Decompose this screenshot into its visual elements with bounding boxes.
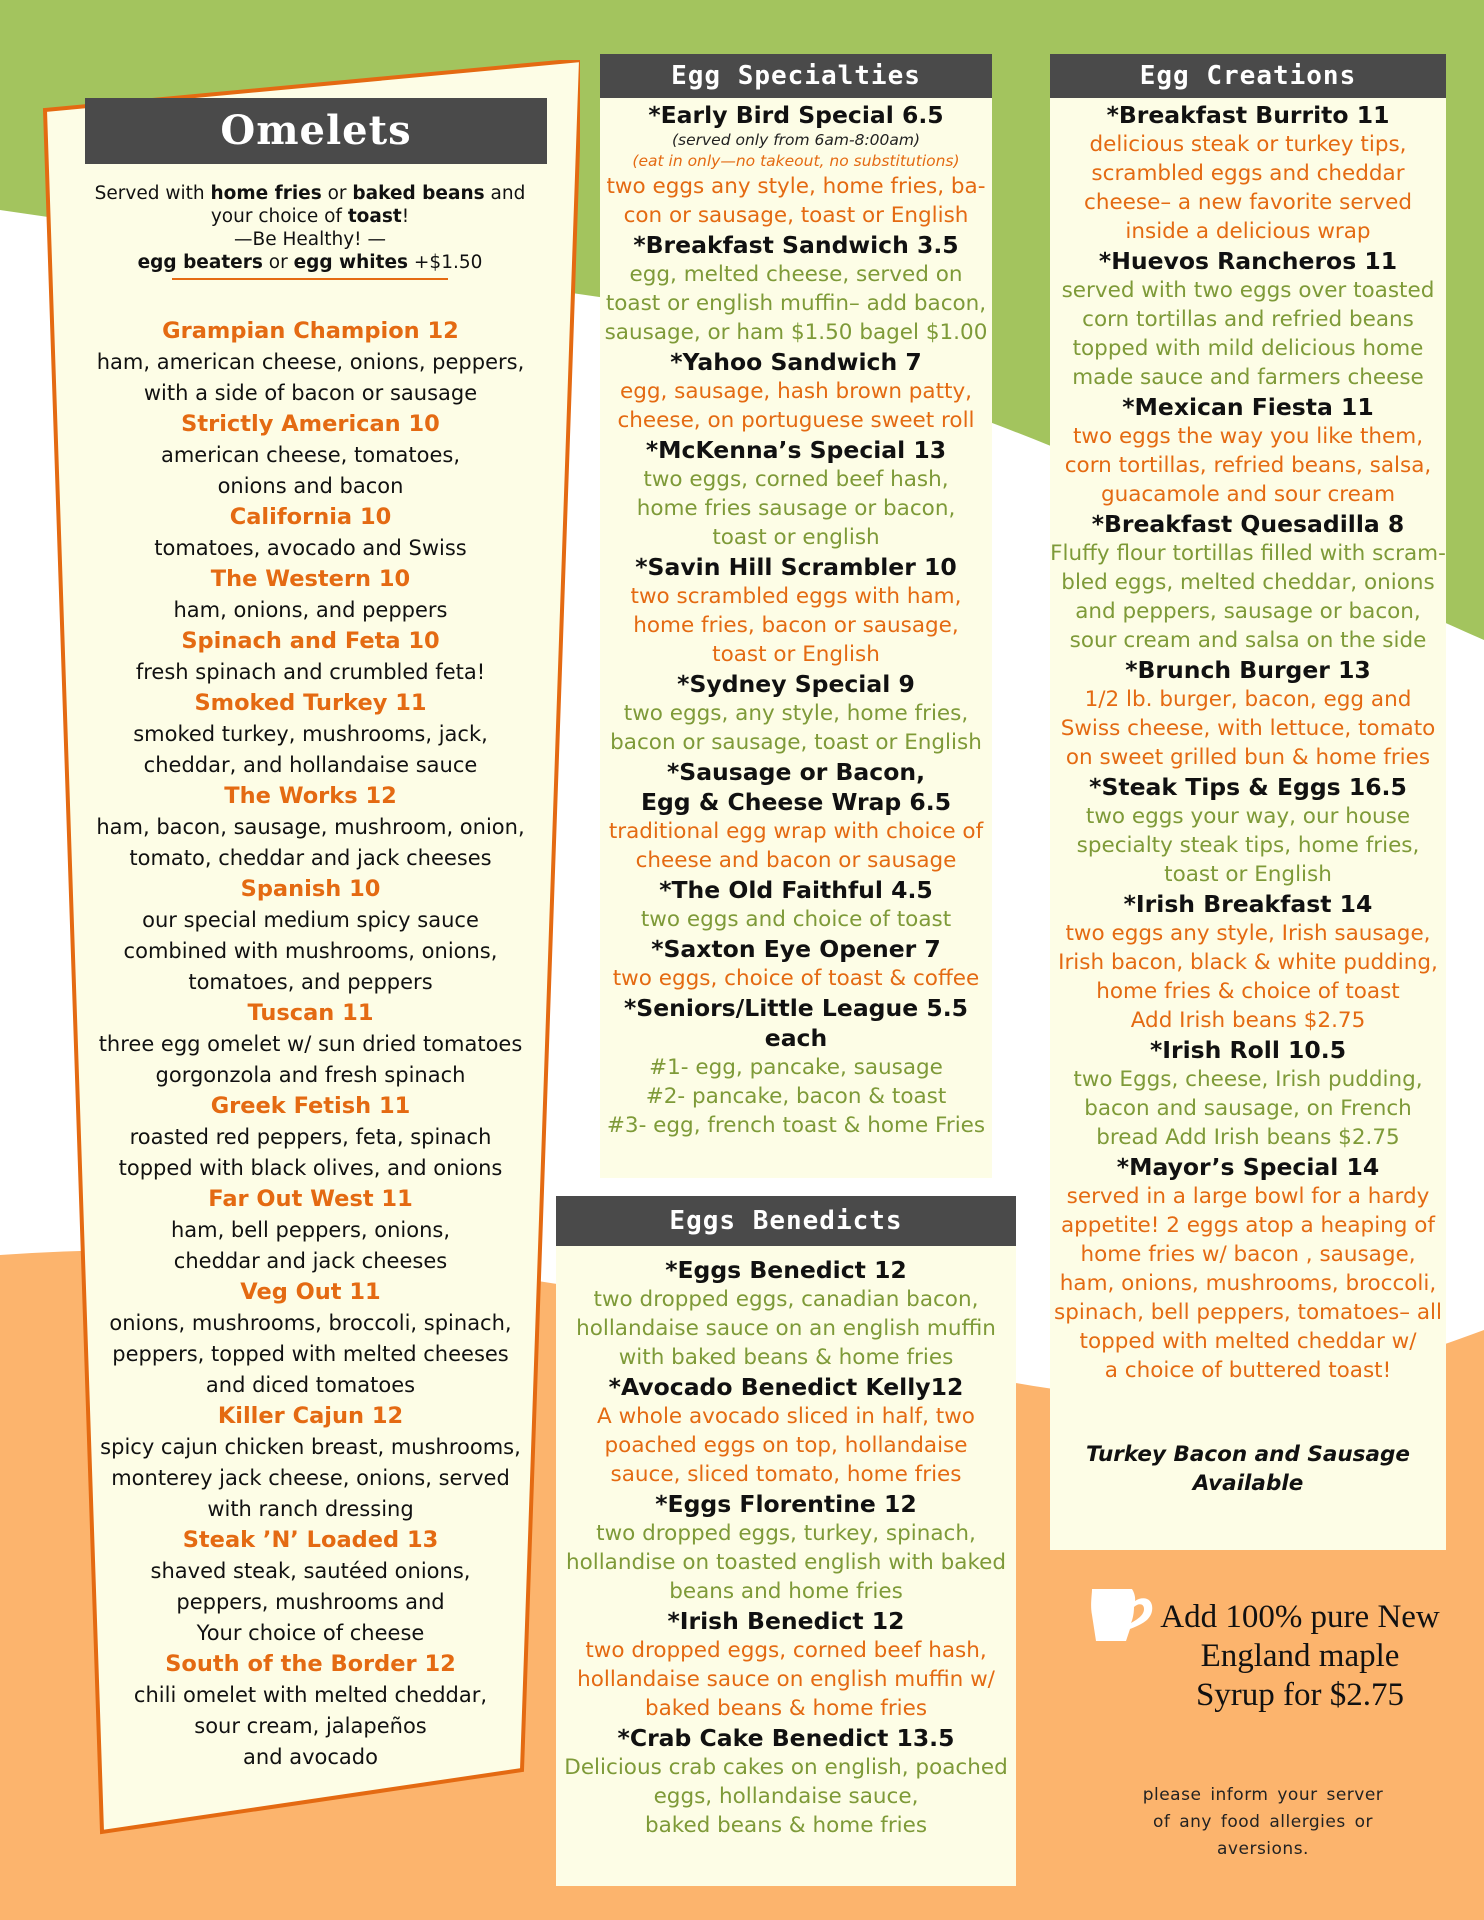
item-description: spicy cajun chicken breast, mushrooms, [100,1435,521,1459]
omelets-list [88,316,533,1773]
item-description: two dropped eggs, canadian bacon, [593,1287,979,1312]
item-title: *Saxton Eye Opener 7 [651,935,941,963]
item-description: two eggs your way, our house [1085,804,1411,829]
menu-item [1050,100,1446,246]
item-title: Killer Cajun 12 [217,1403,404,1429]
item-description: sour cream, jalapeños [194,1714,427,1738]
item-title: *Breakfast Sandwich 3.5 [633,231,959,259]
item-description: corn tortillas, refried beans, salsa, [1064,453,1432,478]
item-description: cheddar, and hollandaise sauce [143,753,478,777]
item-description: hollandise on toasted english with baked [565,1550,1007,1575]
omelets-intro: Served with home fries or baked beans and your choice of toast! —Be Healthy! — egg beaters or egg whites +$1.50 [94,183,526,273]
item-description: scrambled eggs and cheddar [1091,161,1405,186]
item-description: ham, onions, mushrooms, broccoli, [1059,1271,1437,1296]
item-description: fresh spinach and crumbled feta! [135,660,486,684]
item-description: our special medium spicy sauce [142,908,479,932]
item-description: ham, american cheese, onions, peppers, [96,350,525,374]
menu-item [88,409,533,502]
menu-item [88,1649,533,1773]
item-title: *Steak Tips & Eggs 16.5 [1089,773,1407,801]
item-title: *Breakfast Burrito 11 [1106,101,1390,129]
menu-item [1050,1152,1446,1385]
item-description: baked beans & home fries [644,1813,928,1838]
item-description: and diced tomatoes [205,1373,416,1397]
menu-item [88,998,533,1091]
item-description: two eggs any style, Irish sausage, [1065,921,1431,946]
item-note: (served only from 6am-8:00am) [671,131,921,149]
item-description: bacon or sausage, toast or English [610,730,982,755]
item-title: Strictly American 10 [181,411,440,437]
item-title: *Eggs Benedict 12 [665,1256,907,1284]
item-description: baked beans & home fries [644,1696,928,1721]
item-description: combined with mushrooms, onions, [123,939,498,963]
item-description: two Eggs, cheese, Irish pudding, [1073,1067,1423,1092]
item-description: hollandaise sauce on an english muffin [576,1316,996,1341]
item-description: peppers, mushrooms and [176,1590,445,1614]
item-description: spinach, bell peppers, tomatoes– all [1054,1300,1442,1325]
item-description: served with two eggs over toasted [1061,278,1435,303]
menu-item [556,1255,1016,1372]
menu-item [600,435,992,552]
menu-item [556,1723,1016,1840]
egg-creations-list [1050,98,1446,1385]
item-description: two scrambled eggs with ham, [630,584,962,609]
item-description: ham, bacon, sausage, mushroom, onion, [96,815,525,839]
item-description: american cheese, tomatoes, [160,443,461,467]
menu-item [88,502,533,564]
item-title: *Sausage or Bacon, [666,758,925,786]
item-title: *McKenna’s Special 13 [645,436,947,464]
egg-creations-panel [1050,54,1446,1550]
item-description: tomato, cheddar and jack cheeses [129,846,492,870]
item-description: home fries sausage or bacon, [636,496,956,521]
item-description: ham, onions, and peppers [173,598,448,622]
item-description: two dropped eggs, corned beef hash, [585,1638,987,1663]
menu-item [600,552,992,669]
item-description: A whole avocado sliced in half, two [597,1404,975,1429]
item-description: chili omelet with melted cheddar, [133,1683,488,1707]
item-description: Add Irish beans $2.75 [1130,1008,1366,1033]
item-description: beans and home fries [669,1579,903,1604]
item-description: #1- egg, pancake, sausage [649,1055,943,1080]
item-description: monterey jack cheese, onions, served [111,1466,510,1490]
menu-item [88,874,533,998]
item-description: inside a delicious wrap [1125,219,1371,244]
item-title: Greek Fetish 11 [210,1093,411,1119]
item-description: smoked turkey, mushrooms, jack, [133,722,488,746]
item-description: home fries w/ bacon , sausage, [1080,1242,1416,1267]
item-description: tomatoes, avocado and Swiss [154,536,467,560]
item-description: made sauce and farmers cheese [1072,365,1424,390]
menu-item [1050,655,1446,772]
item-description: two eggs, choice of toast & coffee [612,966,980,991]
menu-item [88,1525,533,1649]
menu-item [88,316,533,409]
item-description: #2- pancake, bacon & toast [645,1084,947,1109]
item-title: *Irish Benedict 12 [667,1607,905,1635]
item-title: Grampian Champion 12 [162,318,459,344]
menu-item [88,1277,533,1401]
item-note: (eat in only—no takeout, no substitutions) [632,152,960,170]
menu-item [1050,889,1446,1035]
item-description: Swiss cheese, with lettuce, tomato [1060,716,1436,741]
item-description: egg, sausage, hash brown patty, [619,379,973,404]
omelets-header: Omelets [85,98,547,164]
item-description: Fluffy flour tortillas filled with scram- [1050,541,1446,566]
egg-specialties-panel [600,54,992,1178]
eggs-benedicts-list [556,1246,1016,1840]
menu-item [600,100,992,230]
item-description: delicious steak or turkey tips, [1089,132,1407,157]
item-description: eggs, hollandaise sauce, [653,1784,919,1809]
menu-item [600,993,992,1140]
item-title: *Mexican Fiesta 11 [1122,393,1374,421]
menu-item [1050,392,1446,509]
menu-item [88,1401,533,1525]
item-description: with ranch dressing [207,1497,414,1521]
item-title: *Seniors/Little League 5.5 each [624,994,968,1052]
item-title: *The Old Faithful 4.5 [659,876,933,904]
item-description: sauce, sliced tomato, home fries [610,1462,962,1487]
item-description: Delicious crab cakes on english, poached [564,1755,1008,1780]
item-description: bread Add Irish beans $2.75 [1096,1125,1400,1150]
item-description: two eggs, corned beef hash, [643,467,949,492]
item-title: Spinach and Feta 10 [181,628,440,654]
menu-item [556,1489,1016,1606]
egg-creations-header: Egg Creations [1050,54,1446,98]
item-title: Spanish 10 [240,876,381,902]
menu-item [600,347,992,435]
intro-underline [172,278,448,280]
item-description: served in a large bowl for a hardy [1066,1184,1430,1209]
menu-item [88,564,533,626]
menu-item [600,934,992,993]
item-description: bled eggs, melted cheddar, onions [1061,570,1435,595]
item-description: on sweet grilled bun & home fries [1065,745,1431,770]
menu-item [600,757,992,875]
item-title: *Huevos Rancheros 11 [1098,247,1398,275]
menu-item [600,875,992,934]
item-description: specialty steak tips, home fries, [1076,833,1420,858]
item-title: *Savin Hill Scrambler 10 [635,553,957,581]
menu-item [556,1372,1016,1489]
eggs-benedicts-header: Eggs Benedicts [556,1196,1016,1246]
item-description: roasted red peppers, feta, spinach [129,1125,492,1149]
item-title: *Avocado Benedict Kelly12 [608,1373,964,1401]
item-title: *Irish Breakfast 14 [1123,890,1373,918]
item-title: *Early Bird Special 6.5 [648,101,944,129]
item-description: with a side of bacon or sausage [143,381,478,405]
item-description: ham, bell peppers, onions, [170,1218,451,1242]
item-description: traditional egg wrap with choice of [608,819,984,844]
item-title: California 10 [229,504,392,530]
item-title: *Irish Roll 10.5 [1149,1036,1347,1064]
menu-item [88,781,533,874]
item-description: 1/2 lb. burger, bacon, egg and [1084,687,1412,712]
item-description: home fries & choice of toast [1096,979,1400,1004]
menu-item [1050,1035,1446,1152]
maple-syrup-offer: Add 100% pure New England maple Syrup for $2.75 [1160,1599,1440,1713]
menu-item [88,1091,533,1184]
item-description: topped with mild delicious home [1072,336,1424,361]
menu-item [556,1606,1016,1723]
item-description: corn tortillas and refried beans [1082,307,1414,332]
egg-specialties-list [600,98,992,1140]
item-title: The Works 12 [224,783,397,809]
menu-item [1050,772,1446,889]
item-description: two dropped eggs, turkey, spinach, [596,1521,976,1546]
menu-item [600,230,992,347]
item-description: cheese and bacon or sausage [635,848,957,873]
allergy-notice: please inform your server of any food allergies or aversions. [1142,1785,1384,1859]
turkey-bacon-note: Turkey Bacon and Sausage Available [1086,1442,1410,1496]
item-title: Steak ’N’ Loaded 13 [182,1527,439,1553]
item-title: Smoked Turkey 11 [194,690,427,716]
item-description: appetite! 2 eggs atop a heaping of [1060,1213,1435,1238]
item-description: shaved steak, sautéed onions, [150,1559,471,1583]
item-description: con or sausage, toast or English [623,203,969,228]
item-description: cheese– a new favorite served [1084,190,1412,215]
item-title: *Eggs Florentine 12 [655,1490,917,1518]
item-description: bacon and sausage, on French [1084,1096,1412,1121]
item-description: two eggs, any style, home fries, [623,701,969,726]
item-description: #3- egg, french toast & home Fries [606,1113,986,1138]
eggs-benedicts-panel [556,1196,1016,1886]
item-description: toast or english muffin– add bacon, [605,291,987,316]
menu-item [600,669,992,757]
item-description: sour cream and salsa on the side [1069,628,1427,653]
item-title: *Mayor’s Special 14 [1116,1153,1380,1181]
item-title: Veg Out 11 [240,1279,381,1305]
item-description: toast or English [1164,862,1332,887]
item-description: topped with melted cheddar w/ [1079,1329,1417,1354]
item-description: two eggs and choice of toast [640,907,952,932]
menu-item [1050,509,1446,655]
item-description: hollandaise sauce on english muffin w/ [577,1667,995,1692]
item-description: three egg omelet w/ sun dried tomatoes [98,1032,523,1056]
item-description: peppers, topped with melted cheeses [112,1342,509,1366]
item-title: *Breakfast Quesadilla 8 [1091,510,1405,538]
item-description: and peppers, sausage or bacon, [1075,599,1421,624]
item-description: onions, mushrooms, broccoli, spinach, [109,1311,512,1335]
item-title: The Western 10 [210,566,411,592]
item-description: a choice of buttered toast! [1104,1358,1392,1383]
item-description: poached eggs on top, hollandaise [604,1433,968,1458]
menu-item [1050,246,1446,392]
item-description: tomatoes, and peppers [188,970,433,994]
item-title: Far Out West 11 [208,1186,413,1212]
item-title: *Sydney Special 9 [677,670,915,698]
menu-item [88,626,533,688]
item-description: sausage, or ham $1.50 bagel $1.00 [604,320,988,345]
item-description: with baked beans & home fries [618,1345,954,1370]
item-title: Tuscan 11 [247,1000,374,1026]
item-description: guacamole and sour cream [1100,482,1396,507]
item-description: egg, melted cheese, served on [629,262,963,287]
menu-item [88,1184,533,1277]
item-title-line2: Egg & Cheese Wrap 6.5 [640,788,952,816]
item-title: *Brunch Burger 13 [1125,656,1371,684]
item-title: *Crab Cake Benedict 13.5 [617,1724,955,1752]
item-description: and avocado [243,1745,378,1769]
item-description: gorgonzola and fresh spinach [155,1063,466,1087]
item-description: home fries, bacon or sausage, [633,613,959,638]
item-description: cheese, on portuguese sweet roll [617,408,975,433]
item-description: cheddar and jack cheeses [173,1249,448,1273]
item-description: toast or english [712,525,880,550]
item-title: *Yahoo Sandwich 7 [670,348,922,376]
menu-item [88,688,533,781]
item-description: onions and bacon [217,474,404,498]
item-description: toast or English [712,642,880,667]
item-description: topped with black olives, and onions [118,1156,503,1180]
egg-specialties-header: Egg Specialties [600,54,992,98]
item-description: Irish bacon, black & white pudding, [1058,950,1438,975]
item-description: two eggs any style, home fries, ba- [606,174,986,199]
item-description: Your choice of cheese [196,1621,425,1645]
item-title: South of the Border 12 [165,1651,456,1677]
item-description: two eggs the way you like them, [1072,424,1424,449]
